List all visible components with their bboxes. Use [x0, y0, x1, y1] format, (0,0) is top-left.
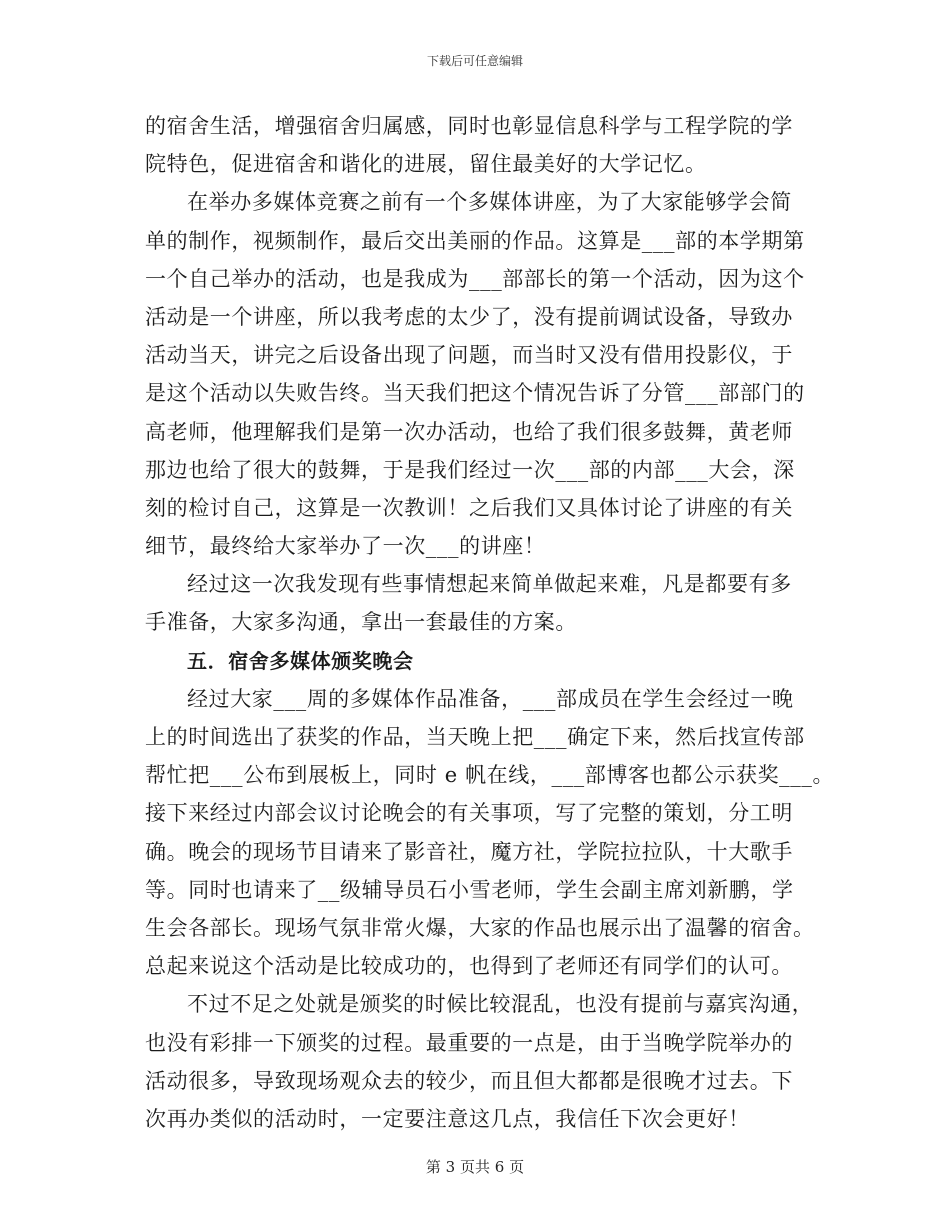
text-line: 细节，最终给大家举办了一次___的讲座！ [145, 534, 546, 559]
page-footer: 第 3 页共 6 页 [425, 1158, 525, 1176]
text-line: 接下来经过内部会议讨论晚会的有关事项，写了完整的策划，分工明 [145, 801, 793, 826]
text-line: 确。晚会的现场节目请来了影音社，魔方社，学院拉拉队，十大歌手 [145, 839, 793, 864]
text-line: 在举办多媒体竞赛之前有一个多媒体讲座，为了大家能够学会简 [187, 190, 792, 215]
text-line: 院特色，促进宿舍和谐化的进展，留住最美好的大学记忆。 [145, 152, 707, 177]
text-line: 单的制作，视频制作，最后交出美丽的作品。这算是___部的本学期第 [145, 228, 805, 253]
text-line: 经过大家___周的多媒体作品准备，___部成员在学生会经过一晚 [187, 686, 794, 711]
text-line: 经过这一次我发现有些事情想起来简单做起来难，凡是都要有多 [187, 572, 792, 597]
text-line: 生会各部长。现场气氛非常火爆，大家的作品也展示出了温馨的宿舍。 [145, 915, 815, 940]
section-heading: 五．宿舍多媒体颁奖晚会 [187, 648, 414, 673]
text-line: 是这个活动以失败告终。当天我们把这个情况告诉了分管___部部门的 [145, 381, 805, 406]
text-line: 帮忙把___公布到展板上，同时 e 帆在线，___部博客也都公示获奖___。 [145, 763, 835, 788]
text-line: 那边也给了很大的鼓舞，于是我们经过一次___部的内部___大会，深 [145, 457, 795, 482]
text-line: 总起来说这个活动是比较成功的，也得到了老师还有同学们的认可。 [145, 954, 793, 979]
document-body [145, 107, 835, 1138]
text-line: 活动当天，讲完之后设备出现了问题，而当时又没有借用投影仪，于 [145, 343, 793, 368]
text-line: 高老师，他理解我们是第一次办活动，也给了我们很多鼓舞，黄老师 [145, 419, 793, 444]
text-line: 上的时间选出了获奖的作品，当天晚上把___确定下来，然后找宣传部 [145, 725, 805, 749]
text-line: 活动是一个讲座，所以我考虑的太少了，没有提前调试设备，导致办 [145, 304, 793, 329]
text-line: 等。同时也请来了__级辅导员石小雪老师，学生会副主席刘新鹏，学 [145, 877, 794, 902]
text-line: 的宿舍生活，增强宿舍归属感，同时也彰显信息科学与工程学院的学 [145, 114, 793, 138]
text-line: 也没有彩排一下颁奖的过程。最重要的一点是，由于当晚学院举办的 [145, 1030, 793, 1055]
page-header: 下载后可任意编辑 [426, 54, 523, 68]
text-line: 活动很多，导致现场观众去的较少，而且但大都都是很晚才过去。下 [145, 1068, 793, 1093]
text-line: 刻的检讨自己，这算是一次教训！之后我们又具体讨论了讲座的有关 [145, 495, 793, 520]
text-line: 不过不足之处就是颁奖的时候比较混乱，也没有提前与嘉宾沟通， [187, 992, 814, 1017]
text-line: 手准备，大家多沟通，拿出一套最佳的方案。 [145, 610, 577, 635]
text-line: 次再办类似的活动时，一定要注意这几点，我信任下次会更好！ [145, 1106, 750, 1131]
text-line: 一个自己举办的活动，也是我成为___部部长的第一个活动，因为这个 [145, 266, 805, 291]
